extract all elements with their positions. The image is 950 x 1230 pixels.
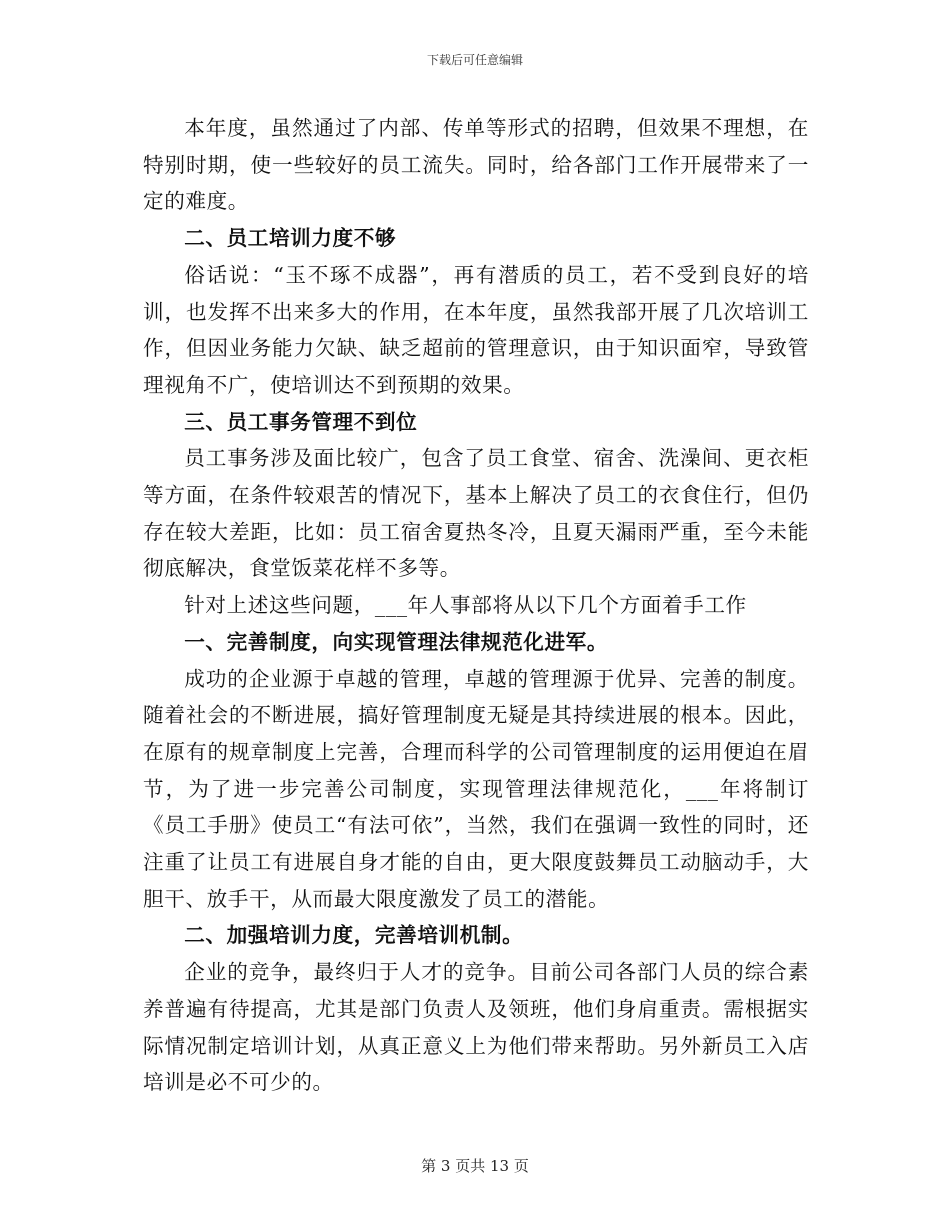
paragraph: 员工事务涉及面比较广，包含了员工食堂、宿舍、洗澡间、更衣柜等方面，在条件较艰苦的情况下，基本上解决了员工的衣食住行，但仍存在较大差距，比如：员工宿舍夏热冬冷，且夏天漏雨严重，至今未能彻底解决，食堂饭菜花样不多等。 — [143, 446, 809, 581]
paragraph: 针对上述这些问题，___年人事部将从以下几个方面着手工作 — [184, 593, 747, 618]
section-heading: 二、员工培训力度不够 — [184, 226, 397, 251]
paragraph: 本年度，虽然通过了内部、传单等形式的招聘，但效果不理想，在特别时期，使一些较好的员工流失。同时，给各部门工作开展带来了一定的难度。 — [143, 116, 809, 214]
paragraph: 企业的竞争，最终归于人才的竞争。目前公司各部门人员的综合素养普遍有待提高，尤其是部门负责人及领班，他们身肩重责。需根据实际情况制定培训计划，从真正意义上为他们带来帮助。另外新员工入店培训是必不可少的。 — [143, 960, 809, 1095]
paragraph: 成功的企业源于卓越的管理，卓越的管理源于优异、完善的制度。随着社会的不断进展，搞好管理制度无疑是其持续进展的根本。因此，在原有的规章制度上完善，合理而科学的公司管理制度的运用便迫在眉节，为了进一步完善公司制度，实现管理法律规范化，___年将制订《员工手册》使员工“有法可依”，当然，我们在强调一致性的同时，还注重了让员工有进展自身才能的自由，更大限度鼓舞员工动脑动手，大胆干、放手干，从而最大限度激发了员工的潜能。 — [143, 666, 809, 911]
page-header: 下载后可任意编辑 — [426, 53, 523, 67]
section-heading: 一、完善制度，向实现管理法律规范化进军。 — [184, 629, 609, 654]
page-footer: 第 3 页共 13 页 — [421, 1157, 529, 1175]
paragraph: 俗话说：“玉不琢不成器”，再有潜质的员工，若不受到良好的培训，也发挥不出来多大的作用，在本年度，虽然我部开展了几次培训工作，但因业务能力欠缺、缺乏超前的管理意识，由于知识面窄，导致管理视角不广，使培训达不到预期的效果。 — [143, 262, 810, 397]
section-heading: 三、员工事务管理不到位 — [184, 409, 418, 434]
document-body — [143, 110, 809, 1101]
section-heading: 二、加强培训力度，完善培训机制。 — [184, 923, 524, 948]
